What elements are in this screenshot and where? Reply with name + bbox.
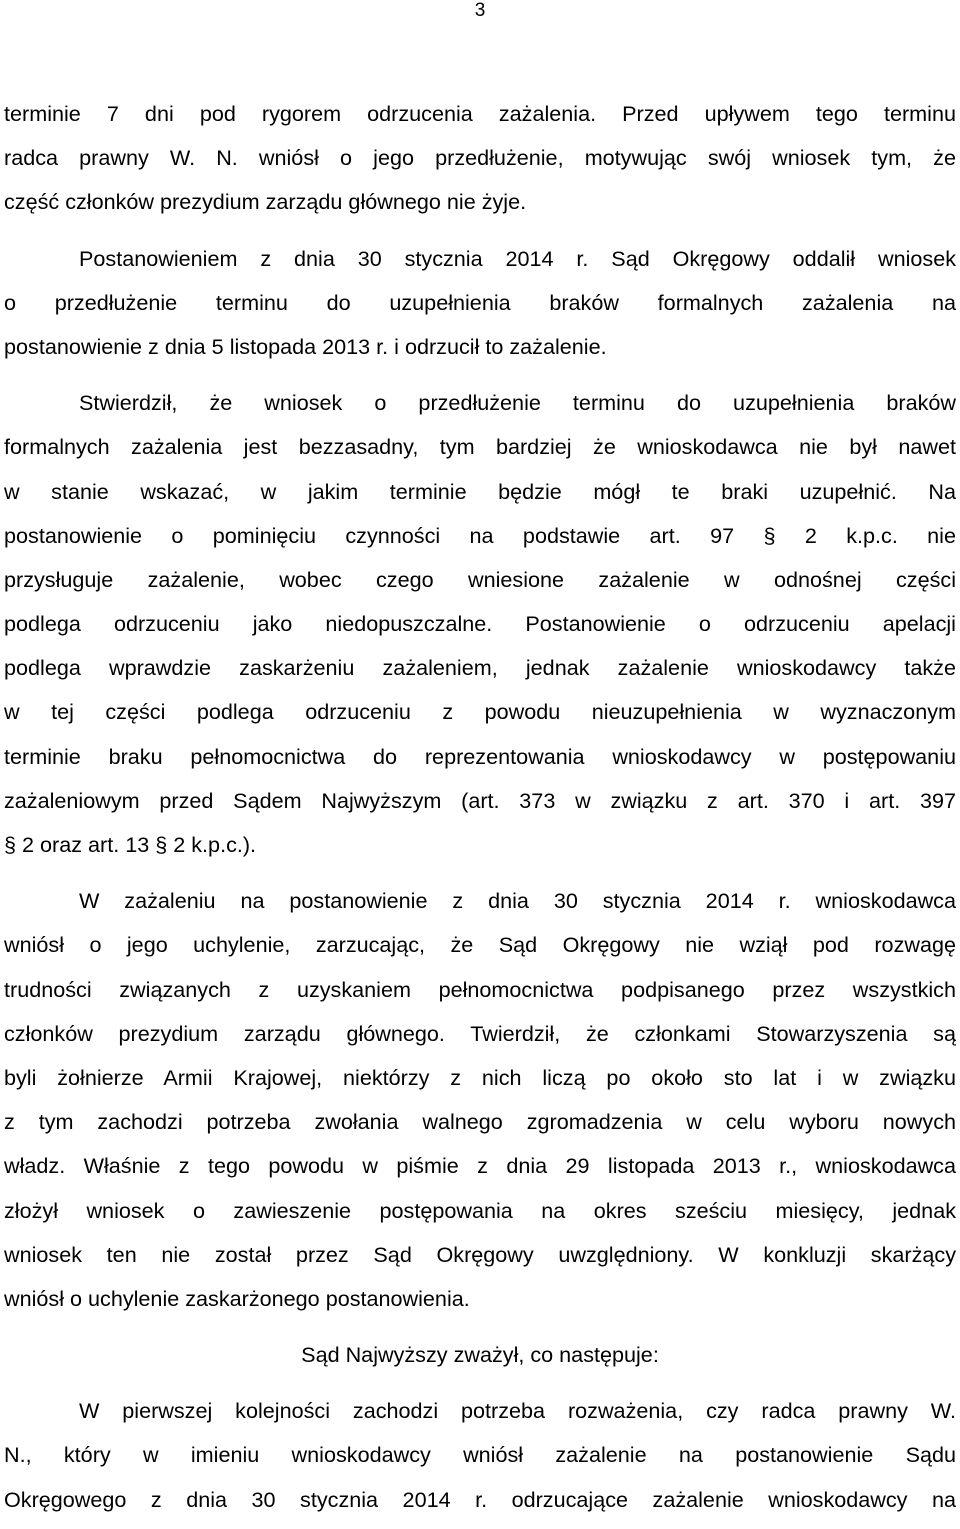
paragraph-4 — [4, 879, 956, 1321]
text-line: N., który w imieniu wnioskodawcy wniósł zażalenie na postanowienie Sądu — [4, 1442, 956, 1468]
document-body — [4, 92, 956, 1522]
text-line: podlega wprawdzie zaskarżeniu zażaleniem, jednak zażalenie wnioskodawcy także — [4, 655, 956, 681]
text-line: z tym zachodzi potrzeba zwołania walnego zgromadzenia w celu wyboru nowych — [4, 1109, 956, 1135]
paragraph-1 — [4, 92, 956, 225]
paragraph-2 — [4, 237, 956, 370]
text-line: trudności związanych z uzyskaniem pełnomocnictwa podpisanego przez wszystkich — [4, 976, 956, 1002]
text-line: członków prezydium zarządu głównego. Twierdził, że członkami Stowarzyszenia są — [4, 1020, 956, 1046]
text-line: zażaleniowym przed Sądem Najwyższym (art. 373 w związku z art. 370 i art. 397 — [4, 787, 956, 813]
section-heading: Sąd Najwyższy zważył, co następuje: — [301, 1342, 659, 1368]
text-line: postanowienie o pominięciu czynności na podstawie art. 97 § 2 k.p.c. nie — [4, 522, 956, 548]
text-line: Stwierdził, że wniosek o przedłużenie terminu do uzupełnienia braków — [79, 390, 956, 416]
text-line: W pierwszej kolejności zachodzi potrzeba rozważenia, czy radca prawny W. — [79, 1398, 956, 1424]
text-line: złożył wniosek o zawieszenie postępowania na okres sześciu miesięcy, jednak — [4, 1197, 956, 1223]
text-line: § 2 oraz art. 13 § 2 k.p.c.). — [4, 832, 257, 857]
text-line: w tej części podlega odrzuceniu z powodu nieuzupełnienia w wyznaczonym — [4, 699, 956, 725]
text-line: o przedłużenie terminu do uzupełnienia braków formalnych zażalenia na — [4, 289, 956, 315]
page-number: 3 — [474, 0, 486, 21]
text-line: W zażaleniu na postanowienie z dnia 30 stycznia 2014 r. wnioskodawca — [79, 888, 956, 914]
text-line: w stanie wskazać, w jakim terminie będzie mógł te braki uzupełnić. Na — [4, 478, 956, 504]
text-line: część członków prezydium zarządu głównego nie żyje. — [4, 189, 527, 215]
text-line: wniosek ten nie został przez Sąd Okręgowy uwzględniony. W konkluzji skarżący — [4, 1241, 956, 1267]
text-line: podlega odrzuceniu jako niedopuszczalne. Postanowienie o odrzuceniu apelacji — [4, 611, 956, 637]
text-line: władz. Właśnie z tego powodu w piśmie z dnia 29 listopada 2013 r., wnioskodawca — [4, 1153, 956, 1179]
text-line: formalnych zażalenia jest bezzasadny, tym bardziej że wnioskodawca nie był nawet — [4, 434, 956, 460]
paragraph-6 — [4, 1389, 956, 1522]
text-line: wniósł o jego uchylenie, zarzucając, że Sąd Okręgowy nie wziął pod rozwagę — [4, 932, 956, 958]
text-line: przysługuje zażalenie, wobec czego wniesione zażalenie w odnośnej części — [4, 566, 956, 592]
text-line: byli żołnierze Armii Krajowej, niektórzy z nich liczą po około sto lat i w związku — [4, 1064, 956, 1090]
text-line: postanowienie z dnia 5 listopada 2013 r. i odrzucił to zażalenie. — [4, 333, 607, 359]
text-line: terminie 7 dni pod rygorem odrzucenia zażalenia. Przed upływem tego terminu — [4, 101, 956, 126]
text-line: wniósł o uchylenie zaskarżonego postanowienia. — [4, 1285, 470, 1311]
text-line: Okręgowego z dnia 30 stycznia 2014 r. odrzucające zażalenie wnioskodawcy na — [4, 1486, 956, 1512]
text-line: terminie braku pełnomocnictwa do reprezentowania wnioskodawcy w postępowaniu — [4, 743, 956, 769]
paragraph-3 — [4, 381, 956, 867]
text-line: radca prawny W. N. wniósł o jego przedłużenie, motywując swój wniosek tym, że — [4, 145, 956, 171]
text-line: Postanowieniem z dnia 30 stycznia 2014 r. Sąd Okręgowy oddalił wniosek — [79, 245, 956, 271]
